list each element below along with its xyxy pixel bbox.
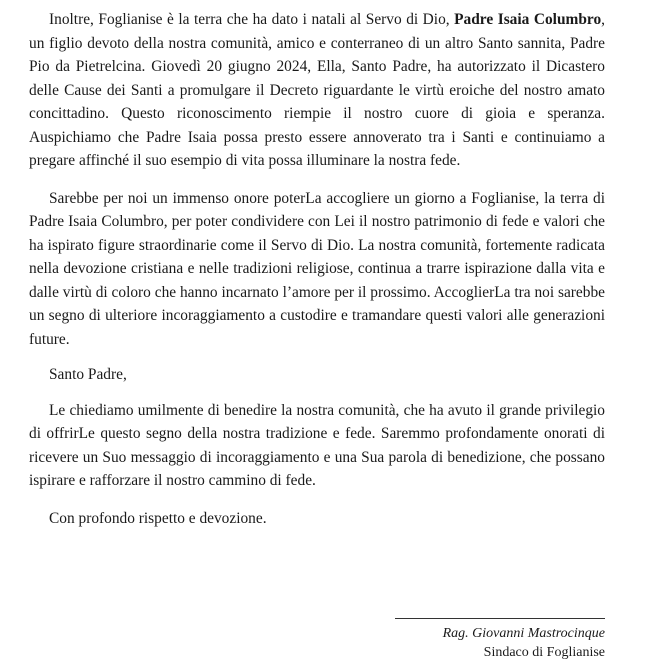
signatory-title: Sindaco di Foglianise — [483, 645, 605, 660]
paragraph-columbro — [29, 8, 605, 173]
paragraph-blessing-request: Le chiediamo umilmente di benedire la nostra comunità, che ha avuto il grande privilegio di offrirLe questo segno della nostra tradizione e fede. Saremmo profondamente onorati di ricevere un Suo messaggio di incoraggiamento e una Sua parola di benedizione, che possano ispirare e rafforzare il nostro cammino di fede. — [29, 401, 605, 489]
signature-line — [395, 618, 605, 619]
signatory-name: Rag. Giovanni Mastrocinque — [442, 626, 605, 641]
closing-line: Con profondo rispetto e devozione. — [49, 509, 267, 527]
paragraph-columbro-rest: , un figlio devoto della nostra comunità, amico e conterraneo di un altro Santo sannita, Padre Pio da Pietrelcina. Giovedì 20 giugno 2024, Ella, Santo Padre, ha autorizzato il Dicastero delle Cause dei Santi a promulgare il Decreto riguardante le virtù eroiche del nostro amato concittadino. Questo riconoscimento riempie il nostro cuore di gioia e speranza. Auspichiamo che Padre Isaia possa presto essere annoverato tra i Santi e continuiamo a pregare affinché il suo esempio di vita possa illuminare la nostra fede. — [29, 11, 605, 169]
highlighted-name: Padre Isaia Columbro — [454, 11, 602, 28]
paragraph-columbro-intro: Inoltre, Foglianise è la terra che ha dato i natali al Servo di Dio, — [49, 11, 455, 28]
letter-body — [29, 8, 605, 530]
paragraph-invitation: Sarebbe per noi un immenso onore poterLa accogliere un giorno a Foglianise, la terra di Padre Isaia Columbro, per poter condividere con Lei il nostro patrimonio di fede e valori che ha ispirato figure straordinarie come il Servo di Dio. La nostra comunità, fortemente radicata nella devozione cristiana e nelle tradizioni religiose, continua a trarre ispirazione dalla vita e dalle virtù di coloro che hanno incarnato l’amore per il prossimo. AccoglierLa tra noi sarebbe un segno di ulteriore incoraggiamento a custodire e tramandare questi valori alle generazioni future. — [29, 189, 605, 348]
greeting: Santo Padre, — [49, 366, 127, 383]
signature-block — [395, 618, 605, 662]
